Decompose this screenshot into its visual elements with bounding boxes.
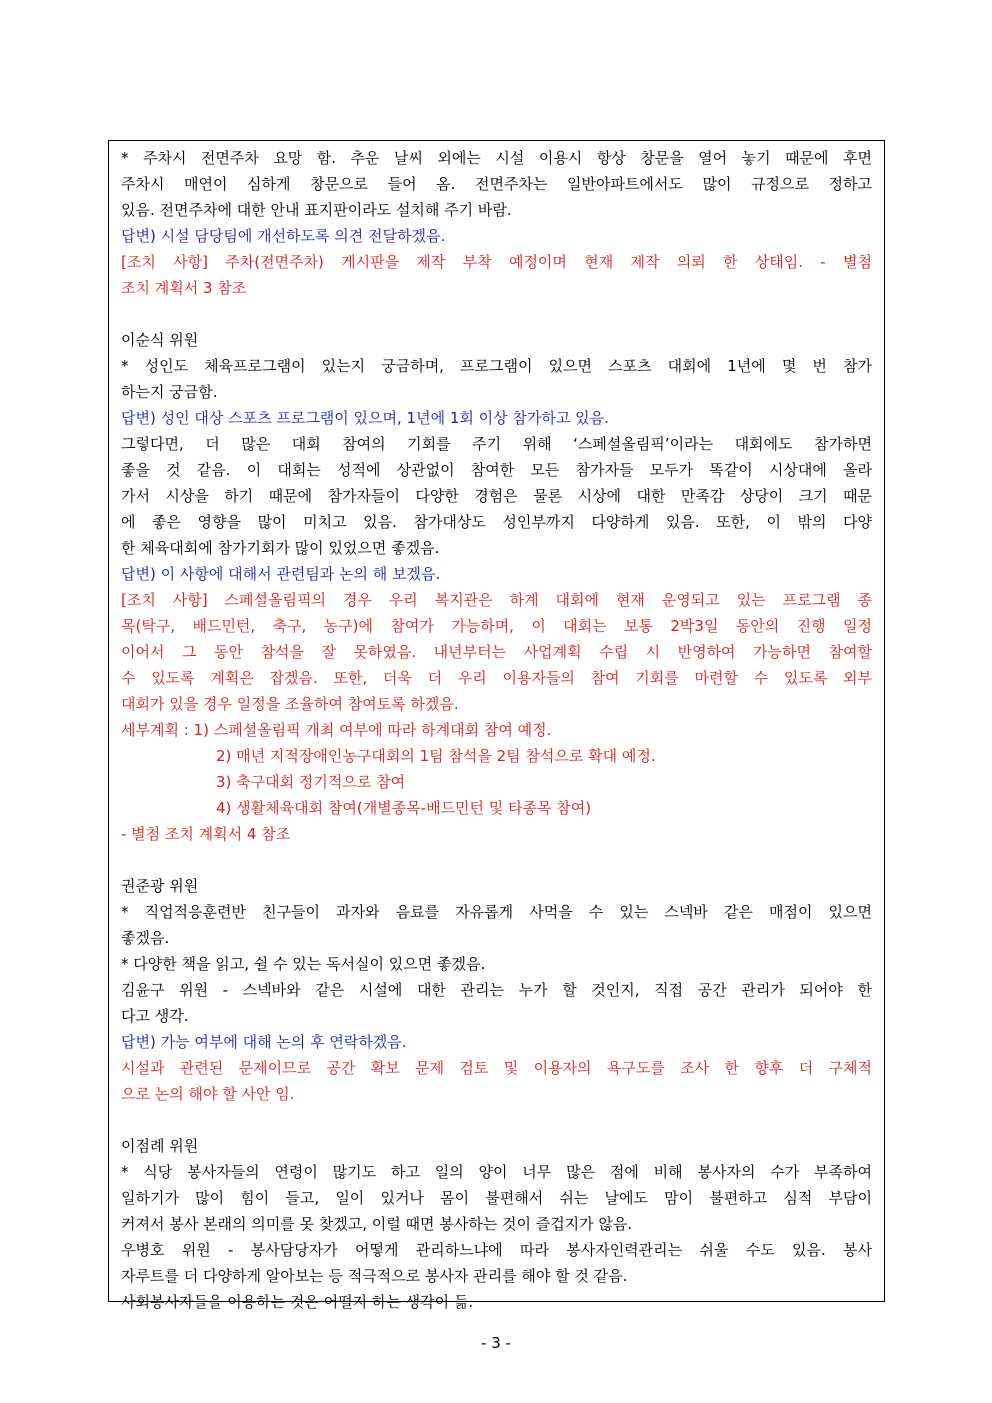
action-line: 3) 축구대회 정기적으로 참여: [216, 773, 406, 791]
action-line: 수 있도록 계획은 잡겠음. 또한, 더욱 더 우리 이용자들의 참여 기회를 마련할 수 있도록 외부: [121, 669, 872, 687]
page-number: - 3 -: [481, 1334, 511, 1352]
text-line: * 직업적응훈련반 친구들이 과자와 음료를 자유롭게 사먹을 수 있는 스넥바 같은 매점이 있으면: [121, 903, 872, 921]
blank-line: [121, 1107, 872, 1133]
action-line: 이어서 그 동안 참석을 잘 못하였음. 내년부터는 사업계획 수립 시 반영하여 가능하면 참여할: [121, 643, 872, 661]
text-line: 하는지 궁금함.: [121, 383, 218, 401]
action-line: [조치 사항] 주차(전면주차) 게시판을 제작 부착 예정이며 현재 제작 의뢰 한 상태임. - 별첨: [121, 253, 872, 271]
text-line: 자루트를 더 다양하게 알아보는 등 적극적으로 봉사자 관리를 해야 할 것 같음.: [121, 1267, 628, 1285]
action-line: 시설과 관련된 문제이므로 공간 확보 문제 검토 및 이용자의 욕구도를 조사 한 향후 더 구체적: [121, 1059, 872, 1077]
action-line: 대회가 있을 경우 일정을 조율하여 참여토록 하겠음.: [121, 695, 459, 713]
text-line: 이순식 위원: [121, 331, 199, 349]
text-line: * 주차시 전면주차 요망 함. 추운 날씨 외에는 시설 이용시 항상 창문을 열어 놓기 때문에 후면: [121, 149, 872, 167]
blank-line: [121, 301, 872, 327]
text-line: 좋겠음.: [121, 929, 170, 947]
action-line: 으로 논의 해야 할 사안 임.: [121, 1085, 295, 1103]
text-line: 좋을 것 같음. 이 대회는 성적에 상관없이 참여한 모든 참가자들 모두가 똑같이 시상대에 올라: [121, 461, 872, 479]
text-line: 우병호 위원 - 봉사담당자가 어떻게 관리하느냐에 따라 봉사자인력관리는 쉬울 수도 있음. 봉사: [121, 1241, 872, 1259]
text-line: * 성인도 체육프로그램이 있는지 궁금하며, 프로그램이 있으면 스포츠 대회에 1년에 몇 번 참가: [121, 357, 872, 375]
action-line: 세부계획 : 1) 스페셜올림픽 개최 여부에 따라 하계대회 참여 예정.: [121, 721, 552, 739]
text-line: 있음. 전면주차에 대한 안내 표지판이라도 설치해 주기 바람.: [121, 201, 512, 219]
text-line: * 식당 봉사자들의 연령이 많기도 하고 일의 양이 너무 많은 점에 비해 봉사자의 수가 부족하여: [121, 1163, 872, 1181]
answer-line: 답변) 성인 대상 스포츠 프로그램이 있으며, 1년에 1회 이상 참가하고 있음.: [121, 409, 609, 427]
action-line: 조치 계획서 3 참조: [121, 279, 247, 297]
action-line: 목(탁구, 배드민턴, 축구, 농구)에 참여가 가능하며, 이 대회는 보통 2박3일 동안의 진행 일정: [121, 617, 872, 635]
blank-line: [121, 847, 872, 873]
text-line: 권준광 위원: [121, 877, 199, 895]
action-line: 4) 생활체육대회 참여(개별종목-배드민턴 및 타종목 참여): [216, 799, 592, 817]
text-line: 에 좋은 영향을 많이 미치고 있음. 참가대상도 성인부까지 다양하게 있음. 또한, 이 밖의 다양: [121, 513, 872, 531]
text-line: 일하기가 많이 힘이 들고, 일이 있거나 몸이 불편해서 쉬는 날에도 맘이 불편하고 심적 부담이: [121, 1189, 872, 1207]
text-line: 가서 시상을 하기 때문에 참가자들이 다양한 경험은 물론 시상에 대한 만족감 상당이 크기 때문: [121, 487, 872, 505]
text-line: 사회봉사자들을 이용하는 것은 어떨지 하는 생각이 듦.: [121, 1293, 474, 1311]
text-line: 그렇다면, 더 많은 대회 참여의 기회를 주기 위해 ‘스페셜올림픽’이라는 대회에도 참가하면: [121, 435, 872, 453]
action-line: 2) 매년 지적장애인농구대회의 1팀 참석을 2팀 참석으로 확대 예정.: [216, 747, 656, 765]
text-line: 한 체육대회에 참가기회가 많이 있었으면 좋겠음.: [121, 539, 440, 557]
action-line: - 별첨 조치 계획서 4 참조: [121, 825, 291, 843]
minutes-content-box: [108, 140, 885, 1311]
text-line: 이점례 위원: [121, 1137, 199, 1155]
text-line: 다고 생각.: [121, 1007, 189, 1025]
action-line: [조치 사항] 스페셜올림픽의 경우 우리 복지관은 하계 대회에 현재 운영되고 있는 프로그램 종: [121, 591, 872, 609]
answer-line: 답변) 이 사항에 대해서 관련팀과 논의 해 보겠음.: [121, 565, 441, 583]
text-line: 김윤구 위원 - 스넥바와 같은 시설에 대한 관리는 누가 할 것인지, 직접 공간 관리가 되어야 한: [121, 981, 872, 999]
answer-line: 답변) 시설 담당팀에 개선하도록 의견 전달하겠음.: [121, 227, 446, 245]
answer-line: 답변) 가능 여부에 대해 논의 후 연락하겠음.: [121, 1033, 407, 1051]
text-line: 커져서 봉사 본래의 의미를 못 찾겠고, 이럴 때면 봉사하는 것이 즐겁지가 않음.: [121, 1215, 633, 1233]
text-line: 주차시 매연이 심하게 창문으로 들어 옴. 전면주차는 일반아파트에서도 많이 규정으로 정하고: [121, 175, 872, 193]
text-line: * 다양한 책을 읽고, 쉴 수 있는 독서실이 있으면 좋겠음.: [121, 955, 486, 973]
